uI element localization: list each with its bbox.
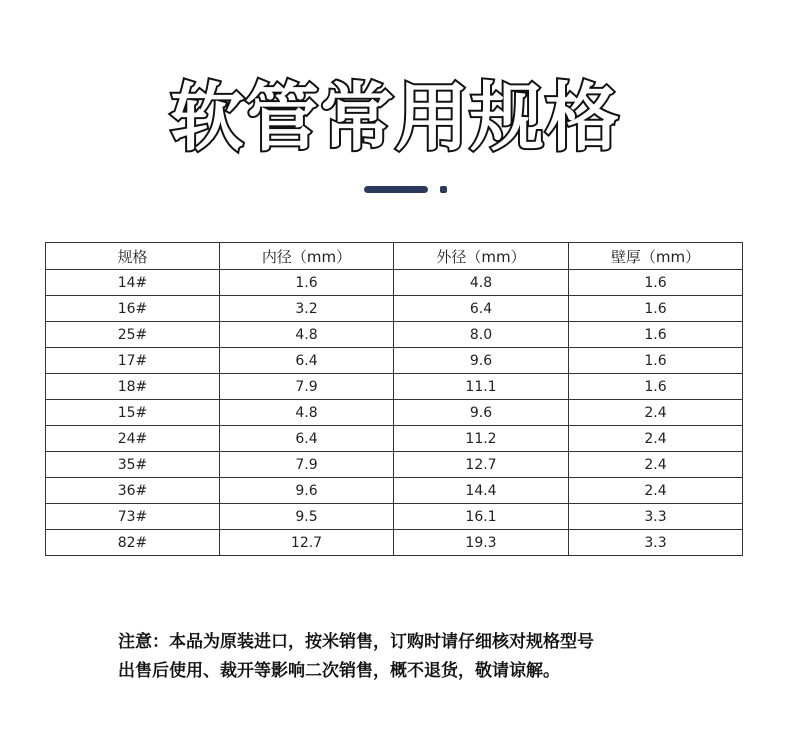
notice-text xyxy=(118,628,738,686)
cell-outer-diameter: 4.8 xyxy=(394,270,569,296)
spec-table xyxy=(45,242,743,556)
table-row xyxy=(46,452,743,478)
table-row xyxy=(46,348,743,374)
cell-outer-diameter: 6.4 xyxy=(394,296,569,322)
cell-wall-thickness: 3.3 xyxy=(569,504,743,530)
table-header-row xyxy=(46,243,743,270)
cell-wall-thickness: 1.6 xyxy=(569,374,743,400)
cell-wall-thickness: 2.4 xyxy=(569,400,743,426)
cell-spec: 35# xyxy=(46,452,220,478)
cell-spec: 16# xyxy=(46,296,220,322)
cell-wall-thickness: 1.6 xyxy=(569,348,743,374)
table-row xyxy=(46,296,743,322)
cell-spec: 15# xyxy=(46,400,220,426)
cell-outer-diameter: 16.1 xyxy=(394,504,569,530)
cell-outer-diameter: 9.6 xyxy=(394,348,569,374)
cell-outer-diameter: 11.2 xyxy=(394,426,569,452)
table-row xyxy=(46,322,743,348)
cell-inner-diameter: 7.9 xyxy=(220,374,394,400)
cell-spec: 18# xyxy=(46,374,220,400)
cell-wall-thickness: 1.6 xyxy=(569,270,743,296)
cell-inner-diameter: 4.8 xyxy=(220,322,394,348)
table-row xyxy=(46,374,743,400)
cell-wall-thickness: 2.4 xyxy=(569,478,743,504)
cell-inner-diameter: 9.5 xyxy=(220,504,394,530)
cell-inner-diameter: 3.2 xyxy=(220,296,394,322)
header-wall-thickness: 壁厚（mm） xyxy=(569,243,743,270)
cell-inner-diameter: 12.7 xyxy=(220,530,394,556)
cell-inner-diameter: 6.4 xyxy=(220,426,394,452)
notice-line-1: 注意：本品为原装进口，按米销售，订购时请仔细核对规格型号 xyxy=(118,632,594,652)
cell-outer-diameter: 9.6 xyxy=(394,400,569,426)
cell-inner-diameter: 7.9 xyxy=(220,452,394,478)
cell-spec: 14# xyxy=(46,270,220,296)
table-row xyxy=(46,426,743,452)
table-row xyxy=(46,478,743,504)
table-row xyxy=(46,270,743,296)
cell-wall-thickness: 1.6 xyxy=(569,296,743,322)
cell-outer-diameter: 19.3 xyxy=(394,530,569,556)
cell-outer-diameter: 11.1 xyxy=(394,374,569,400)
table-row xyxy=(46,530,743,556)
notice-line-2: 出售后使用、裁开等影响二次销售，概不退货，敬请谅解。 xyxy=(118,661,560,681)
cell-spec: 17# xyxy=(46,348,220,374)
cell-spec: 36# xyxy=(46,478,220,504)
decorative-dot xyxy=(440,186,447,193)
header-spec: 规格 xyxy=(46,243,220,270)
page-title: 软管常用规格 xyxy=(170,75,620,161)
cell-outer-diameter: 14.4 xyxy=(394,478,569,504)
table-row xyxy=(46,504,743,530)
cell-inner-diameter: 4.8 xyxy=(220,400,394,426)
cell-inner-diameter: 1.6 xyxy=(220,270,394,296)
cell-wall-thickness: 2.4 xyxy=(569,452,743,478)
cell-wall-thickness: 3.3 xyxy=(569,530,743,556)
table-row xyxy=(46,400,743,426)
cell-spec: 82# xyxy=(46,530,220,556)
cell-spec: 73# xyxy=(46,504,220,530)
cell-inner-diameter: 9.6 xyxy=(220,478,394,504)
cell-outer-diameter: 12.7 xyxy=(394,452,569,478)
cell-inner-diameter: 6.4 xyxy=(220,348,394,374)
header-inner-diameter: 内径（mm） xyxy=(220,243,394,270)
cell-wall-thickness: 1.6 xyxy=(569,322,743,348)
decorative-bar xyxy=(364,186,428,193)
header-outer-diameter: 外径（mm） xyxy=(394,243,569,270)
cell-spec: 24# xyxy=(46,426,220,452)
cell-outer-diameter: 8.0 xyxy=(394,322,569,348)
cell-spec: 25# xyxy=(46,322,220,348)
cell-wall-thickness: 2.4 xyxy=(569,426,743,452)
